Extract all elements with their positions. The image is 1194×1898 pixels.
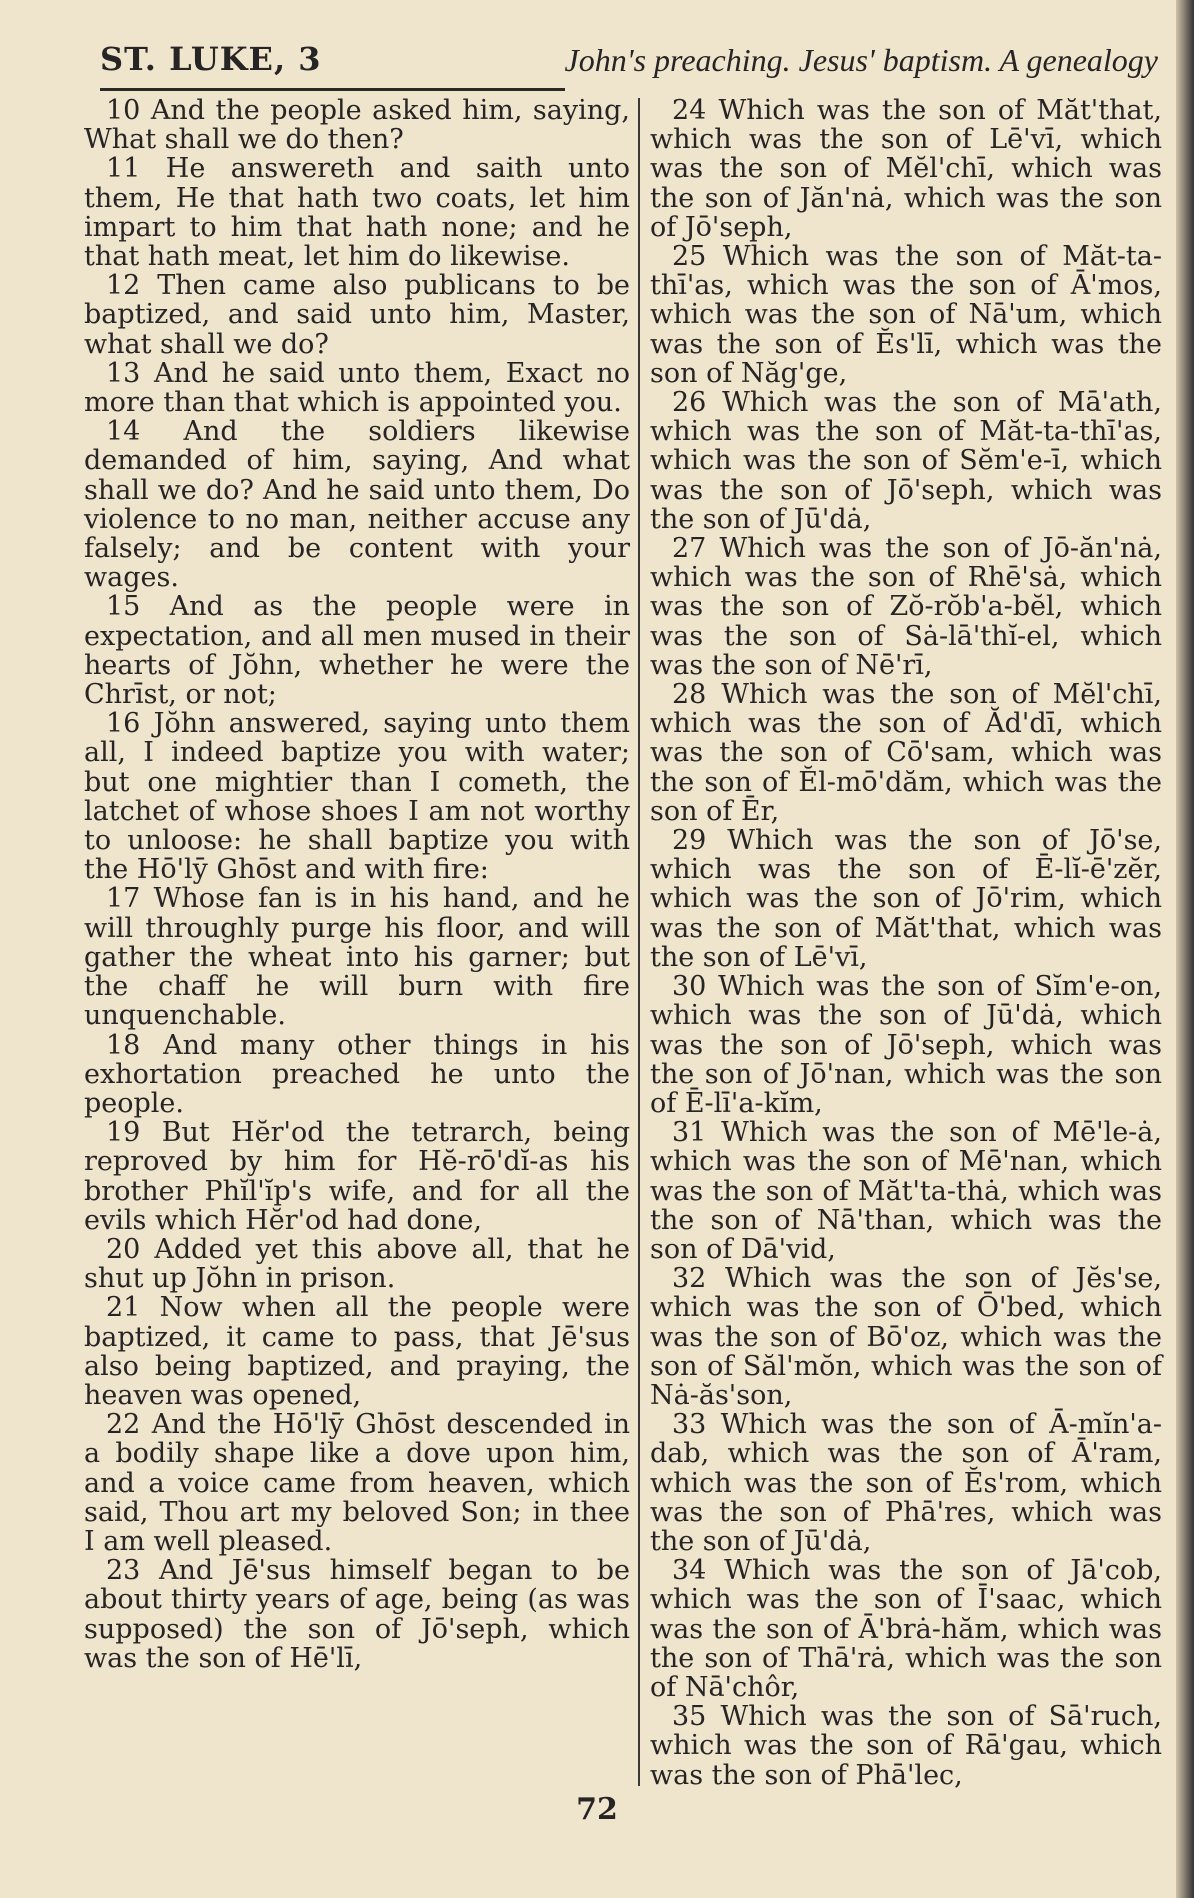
verse-number: 14 (106, 416, 141, 448)
verse-text: Now when all the people were baptized, it came to pass, that Jē'sus also being baptized, and praying, the heaven was opened, (84, 1292, 630, 1411)
verse-number: 32 (672, 1263, 707, 1295)
verse-text: Which was the son of Jō-ăn'nȧ, which was the son of Rhē'sȧ, which was the son of Zŏ-rŏb'a-bĕl, which was the son of Sȧ-lā'thĭ-el, which was the son of Nē'rī, (650, 533, 1162, 681)
verse-number: 29 (672, 825, 707, 857)
verse-text: Which was the son of Ā-mĭn'a-dab, which was the son of Ā'ram, which was the son of Ĕs'rom, which was the son of Phā'res, which was the son of Jū'dȧ, (650, 1409, 1162, 1557)
right-column (650, 96, 1162, 1790)
verse-14 (84, 417, 630, 592)
verse-24 (650, 96, 1162, 242)
verse-text: And the Hō'lȳ Ghōst descended in a bodily shape like a dove upon him, and a voice came from heaven, which said, Thou art my beloved Son; in thee I am well pleased. (84, 1409, 630, 1557)
verse-28 (650, 680, 1162, 826)
running-head: ST. LUKE, 3 (100, 40, 322, 78)
verse-number: 33 (672, 1409, 707, 1441)
verse-number: 19 (106, 1117, 141, 1149)
verse-18 (84, 1031, 630, 1119)
verse-text: And many other things in his exhortation preached he unto the people. (84, 1029, 630, 1119)
verse-number: 11 (106, 153, 141, 185)
verse-text: Which was the son of Mĕl'chī, which was the son of Ăd'dī, which was the son of Cō'sam, which was the son of Ĕl-mō'dăm, which was the son of Ēr, (650, 679, 1162, 827)
verse-23 (84, 1556, 630, 1673)
verse-number: 15 (106, 591, 141, 623)
verse-text: Which was the son of Sĭm'e-on, which was the son of Jū'dȧ, which was the son of Jō'seph, which was the son of Jō'nan, which was the son of Ē-lī'a-kĭm, (650, 971, 1162, 1119)
verse-text: Added yet this above all, that he shut up Jŏhn in prison. (84, 1233, 630, 1295)
verse-29 (650, 826, 1162, 972)
page-header (100, 40, 1170, 92)
left-column (84, 96, 630, 1673)
verse-16 (84, 709, 630, 884)
verse-34 (650, 1556, 1162, 1702)
column-divider (638, 98, 640, 1786)
verse-32 (650, 1264, 1162, 1410)
verse-35 (650, 1702, 1162, 1790)
verse-number: 30 (672, 971, 707, 1003)
page-edge-shadow (1176, 0, 1194, 1898)
verse-number: 16 (106, 708, 141, 740)
verse-20 (84, 1235, 630, 1293)
header-rule (100, 88, 565, 91)
verse-number: 20 (106, 1233, 141, 1265)
verse-13 (84, 359, 630, 417)
verse-text: But Hĕr'od the tetrarch, being reproved by him for Hĕ-rō'dĭ-as his brother Phĭl'ĭp's wife, and for all the evils which Hĕr'od had done, (84, 1117, 630, 1236)
verse-number: 25 (672, 241, 707, 273)
verse-33 (650, 1410, 1162, 1556)
verse-number: 17 (106, 883, 141, 915)
verse-text: Which was the son of Măt'that, which was the son of Lē'vī, which was the son of Mĕl'chī, which was the son of Jăn'nȧ, which was the son of Jō'seph, (650, 95, 1162, 243)
verse-number: 13 (106, 357, 141, 389)
verse-22 (84, 1410, 630, 1556)
verse-text: Which was the son of Mē'le-ȧ, which was the son of Mē'nan, which was the son of Măt'ta-thȧ, which was the son of Nā'than, which was the son of Dā'vid, (650, 1117, 1162, 1265)
verse-text: Then came also publicans to be baptized, and said unto him, Master, what shall we do? (84, 270, 630, 360)
verse-text: Which was the son of Sā'ruch, which was the son of Rā'gau, which was the son of Phā'lec, (650, 1701, 1162, 1791)
verse-number: 24 (672, 95, 707, 126)
verse-26 (650, 388, 1162, 534)
verse-text: Which was the son of Măt-ta-thī'as, which was the son of Ā'mos, which was the son of Nā'um, which was the son of Ĕs'lī, which was the son of Năg'ge, (650, 241, 1162, 389)
verse-number: 31 (672, 1117, 707, 1149)
verse-number: 22 (106, 1409, 141, 1441)
verse-number: 12 (106, 270, 141, 302)
verse-number: 27 (672, 533, 707, 565)
verse-number: 35 (672, 1701, 707, 1733)
verse-17 (84, 884, 630, 1030)
verse-text: He answereth and saith unto them, He that hath two coats, let him impart to him that hath none; and he that hath meat, let him do likewise. (84, 153, 630, 273)
verse-number: 26 (672, 387, 707, 419)
verse-25 (650, 242, 1162, 388)
verse-number: 23 (106, 1555, 141, 1587)
chapter-topic: John's preaching. Jesus' baptism. A genealogy (564, 42, 1158, 78)
verse-number: 10 (106, 95, 141, 126)
verse-text: Whose fan is in his hand, and he will throughly purge his floor, and will gather the wheat into his garner; but the chaff he will burn with fire unquenchable. (84, 883, 630, 1032)
verse-number: 18 (106, 1029, 141, 1061)
verse-number: 34 (672, 1555, 707, 1587)
verse-10 (84, 96, 630, 154)
verse-text: And Jē'sus himself began to be about thirty years of age, being (as was supposed) the son of Jō'seph, which was the son of Hē'lī, (84, 1555, 630, 1674)
verse-30 (650, 972, 1162, 1118)
verse-text: Which was the son of Jĕs'se, which was the son of Ō'bed, which was the son of Bō'oz, which was the son of Săl'mŏn, which was the son of Nȧ-ăs'son, (650, 1263, 1162, 1411)
verse-text: Jŏhn answered, saying unto them all, I indeed baptize you with water; but one mightier than I cometh, the latchet of whose shoes I am not worthy to unloose: he shall baptize you with the Hō'lȳ Ghōst and with fire: (84, 708, 630, 886)
verse-31 (650, 1118, 1162, 1264)
page-number: 72 (576, 1792, 618, 1827)
verse-text: Which was the son of Jā'cob, which was the son of Ī'saac, which was the son of Ā'brȧ-hăm, which was the son of Thā'rȧ, which was the son of Nā'chôr, (650, 1555, 1162, 1703)
verse-19 (84, 1118, 630, 1235)
verse-text: And the soldiers likewise demanded of him, saying, And what shall we do? And he said unto them, Do violence to no man, neither accuse any falsely; and be content with your wages. (84, 416, 630, 594)
verse-27 (650, 534, 1162, 680)
verse-text: Which was the son of Jō'se, which was the son of Ē-lĭ-ē'zĕr, which was the son of Jō'rim, which was the son of Măt'that, which was the son of Lē'vī, (650, 825, 1162, 973)
verse-text: Which was the son of Mā'ath, which was the son of Măt-ta-thī'as, which was the son of Sĕm'e-ī, which was the son of Jō'seph, which was the son of Jū'dȧ, (650, 387, 1162, 535)
verse-11 (84, 154, 630, 271)
verse-text: And the people asked him, saying, What shall we do then? (84, 95, 630, 156)
verse-21 (84, 1293, 630, 1410)
verse-number: 28 (672, 679, 707, 711)
verse-15 (84, 592, 630, 709)
verse-number: 21 (106, 1292, 141, 1324)
verse-12 (84, 271, 630, 359)
verse-text: And he said unto them, Exact no more than that which is appointed you. (84, 357, 631, 419)
verse-text: And as the people were in expectation, and all men mused in their hearts of Jŏhn, whether he were the Chrīst, or not; (84, 591, 630, 711)
